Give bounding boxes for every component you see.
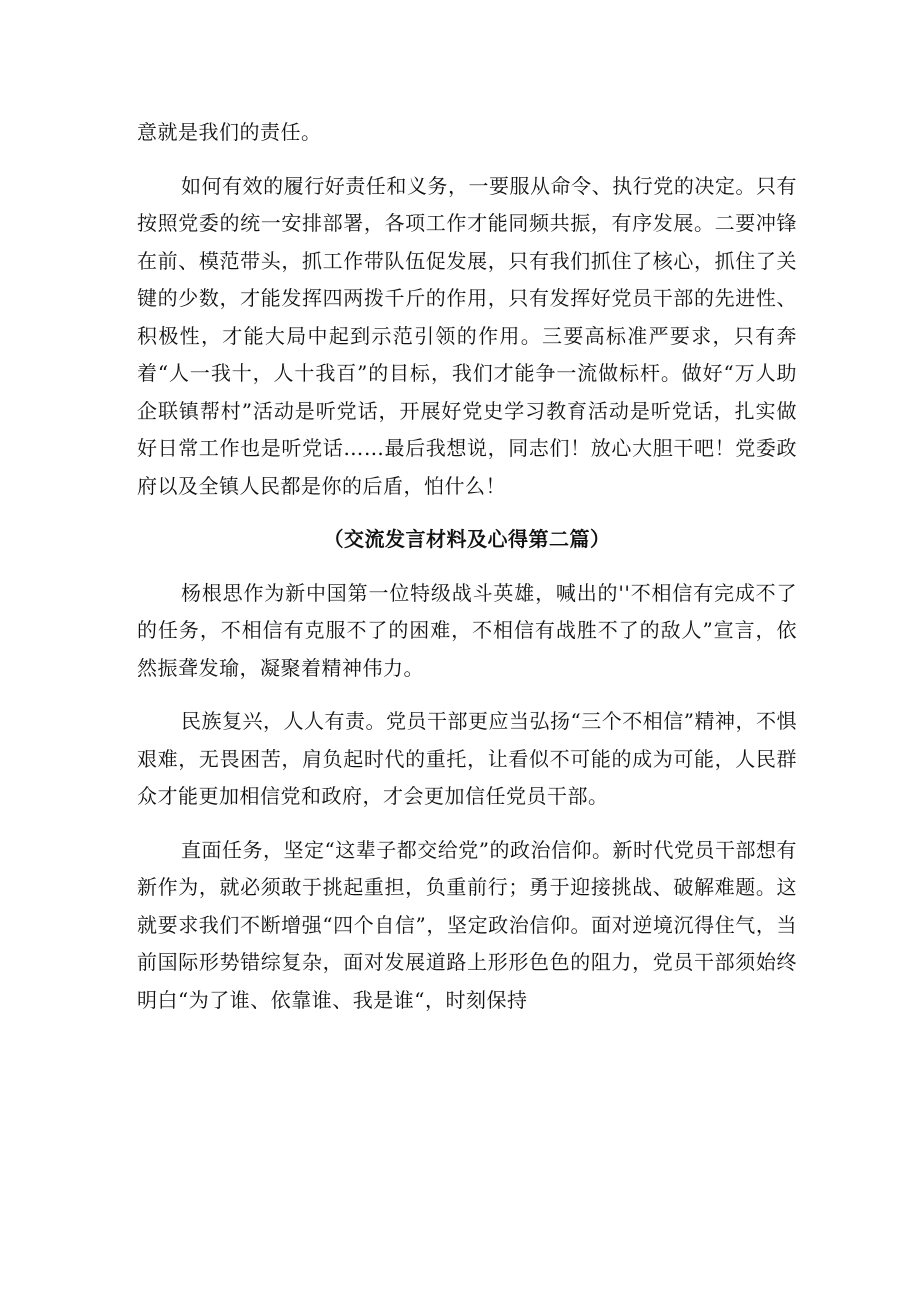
section-heading: （交流发言材料及心得第二篇） [323, 527, 611, 551]
paragraph-political-belief: 直面任务，坚定“这辈子都交给党”的政治信仰。新时代党员干部想有新作为，就必须敢于挑起重担，负重前行；勇于迎接挑战、破解难题。这就要求我们不断增强“四个自信”，坚定政治信仰。面对逆境沉得住气，当前国际形势错综复杂，面对发展道路上形形色色的阻力，党员干部须始终明白“为了谁、依靠谁、我是谁“，时刻保持 [137, 837, 797, 1012]
paragraph-national-rejuvenation: 民族复兴，人人有责。党员干部更应当弘扬“三个不相信”精神，不惧艰难，无畏困苦，肩负起时代的重托，让看似不可能的成为可能，人民群众才能更加相信党和政府，才会更加信任党员干部。 [137, 709, 797, 808]
paragraph-responsibility: 如何有效的履行好责任和义务，一要服从命令、执行党的决定。只有按照党委的统一安排部署，各项工作才能同频共振，有序发展。二要冲锋在前、模范带头，抓工作带队伍促发展，只有我们抓住了核心，抓住了关键的少数，才能发挥四两拨千斤的作用，只有发挥好党员干部的先进性、积极性，才能大局中起到示范引领的作用。三要高标准严要求，只有奔着“人一我十，人十我百”的目标，我们才能争一流做标杆。做好“万人助企联镇帮村”活动是听党话，开展好党史学习教育活动是听党话，扎实做好日常工作也是听党话……最后我想说，同志们！放心大胆干吧！党委政府以及全镇人民都是你的后盾，怕什么！ [137, 173, 797, 498]
paragraph-continuation: 意就是我们的责任。 [137, 120, 322, 144]
paragraph-yang-gensi: 杨根思作为新中国第一位特级战斗英雄，喊出的''不相信有完成不了的任务，不相信有克服不了的困难，不相信有战胜不了的敌人”宣言，依然振聋发瑜，凝聚着精神伟力。 [137, 580, 797, 680]
document-page [137, 114, 797, 1019]
